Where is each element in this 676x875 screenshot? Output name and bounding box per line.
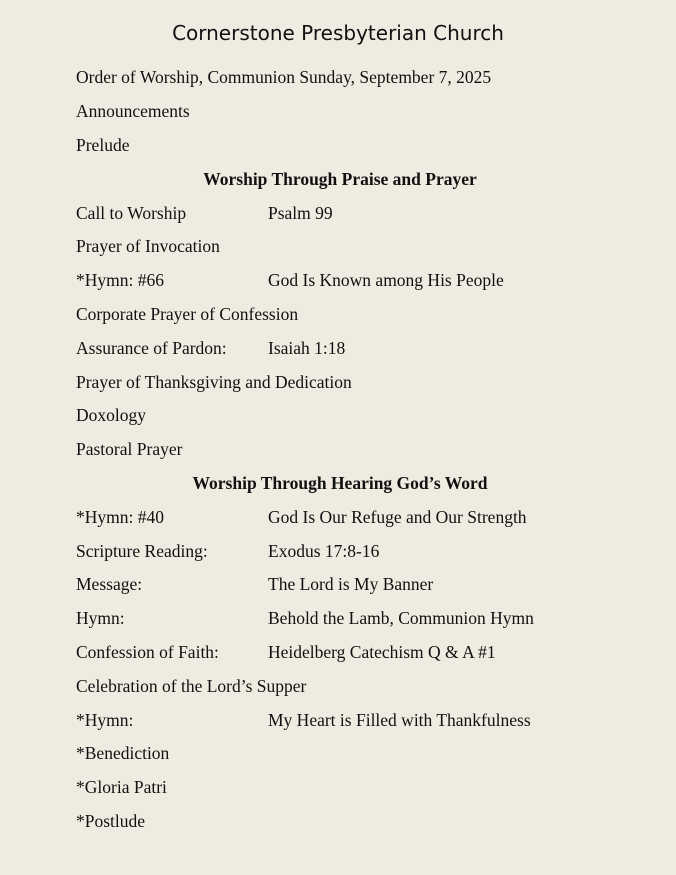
worship-item	[76, 606, 534, 630]
order-of-worship-date: Order of Worship, Communion Sunday, September 7, 2025	[76, 67, 492, 87]
worship-item-label: Confession of Faith:	[76, 642, 219, 662]
worship-item	[76, 572, 433, 596]
worship-item-value: Exodus 17:8-16	[268, 541, 380, 561]
worship-item-value: God Is Known among His People	[268, 270, 504, 290]
worship-item-label: Hymn:	[76, 608, 125, 628]
worship-item	[76, 403, 146, 427]
intro-item-announcements: Announcements	[76, 101, 190, 121]
worship-item-value: Isaiah 1:18	[268, 338, 346, 358]
worship-item-label: Prayer of Thanksgiving and Dedication	[76, 372, 352, 392]
worship-item	[76, 234, 268, 258]
worship-item-label: Scripture Reading:	[76, 541, 208, 561]
worship-item	[76, 505, 527, 529]
intro-item-prelude: Prelude	[76, 135, 130, 155]
worship-item	[76, 775, 167, 799]
worship-item-label: Doxology	[76, 405, 146, 425]
worship-item-label: *Postlude	[76, 811, 146, 831]
worship-item-label: *Benediction	[76, 743, 170, 763]
worship-item-label: *Gloria Patri	[76, 777, 167, 797]
worship-item-value: My Heart is Filled with Thankfulness	[268, 710, 531, 730]
worship-item	[76, 640, 496, 664]
worship-item-label: Pastoral Prayer	[76, 439, 183, 459]
worship-item-label: Prayer of Invocation	[76, 236, 220, 256]
worship-item	[76, 741, 169, 765]
worship-item-value: Behold the Lamb, Communion Hymn	[268, 608, 534, 628]
worship-item	[76, 336, 345, 360]
worship-item-label: Corporate Prayer of Confession	[76, 304, 299, 324]
worship-item	[76, 539, 379, 563]
worship-item-label: Call to Worship	[76, 203, 187, 223]
worship-item-label: Assurance of Pardon:	[76, 338, 227, 358]
worship-item-label: *Hymn:	[76, 710, 134, 730]
worship-item-label: *Hymn: #40	[76, 507, 164, 527]
worship-item-value: God Is Our Refuge and Our Strength	[268, 507, 527, 527]
church-name: Cornerstone Presbyterian Church	[172, 21, 504, 45]
worship-item-label: Message:	[76, 574, 143, 594]
worship-item	[76, 268, 504, 292]
worship-item	[76, 809, 145, 833]
worship-item-value: Heidelberg Catechism Q & A #1	[268, 642, 496, 662]
section-heading-hearing-word: Worship Through Hearing God’s Word	[192, 473, 488, 493]
section-heading-praise-prayer: Worship Through Praise and Prayer	[203, 169, 477, 189]
worship-item-value: Psalm 99	[268, 203, 333, 223]
worship-item	[76, 201, 333, 225]
worship-item	[76, 437, 182, 461]
worship-item-value: The Lord is My Banner	[268, 574, 434, 594]
worship-item-label: *Hymn: #66	[76, 270, 164, 290]
worship-item	[76, 674, 306, 698]
worship-item	[76, 302, 298, 326]
worship-item	[76, 708, 531, 732]
worship-item-label: Celebration of the Lord’s Supper	[76, 676, 307, 696]
worship-item	[76, 370, 352, 394]
